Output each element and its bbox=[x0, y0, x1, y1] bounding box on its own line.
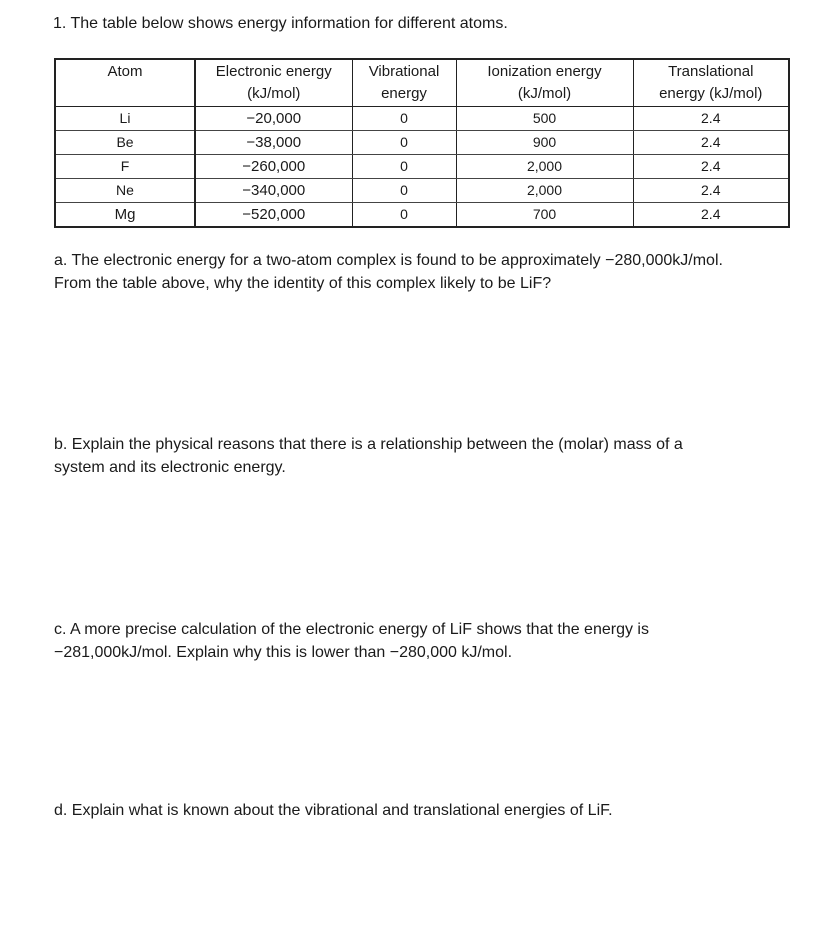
cell-translational-energy: 2.4 bbox=[633, 179, 789, 203]
cell-atom: Ne bbox=[55, 179, 195, 203]
table-row bbox=[55, 203, 789, 228]
cell-vibrational-energy: 0 bbox=[352, 179, 456, 203]
cell-ionization-energy: 2,000 bbox=[456, 155, 633, 179]
question-c-line2: −281,000kJ/mol. Explain why this is lower than −280,000 kJ/mol. bbox=[54, 644, 513, 661]
cell-ionization-energy: 900 bbox=[456, 131, 633, 155]
question-c-line1: c. A more precise calculation of the electronic energy of LiF shows that the energy is bbox=[54, 621, 649, 638]
header-translational-line2: energy (kJ/mol) bbox=[659, 85, 763, 102]
question-b bbox=[54, 433, 804, 479]
header-translational-line1: Translational bbox=[668, 63, 754, 80]
cell-translational-energy: 2.4 bbox=[633, 107, 789, 131]
header-electronic-energy bbox=[195, 59, 352, 107]
question-a-line2: From the table above, why the identity of this complex likely to be LiF? bbox=[54, 275, 552, 292]
header-atom-line1: Atom bbox=[107, 63, 143, 80]
energy-table bbox=[54, 58, 790, 228]
problem-intro: 1. The table below shows energy information for different atoms. bbox=[53, 15, 508, 32]
cell-translational-energy: 2.4 bbox=[633, 131, 789, 155]
cell-vibrational-energy: 0 bbox=[352, 107, 456, 131]
question-b-line2: system and its electronic energy. bbox=[54, 459, 286, 476]
header-ionization-line2: (kJ/mol) bbox=[517, 85, 572, 102]
cell-translational-energy: 2.4 bbox=[633, 155, 789, 179]
cell-atom: Be bbox=[55, 131, 195, 155]
header-vibrational-line1: Vibrational bbox=[368, 63, 440, 80]
cell-atom: F bbox=[55, 155, 195, 179]
question-d-line1: d. Explain what is known about the vibrational and translational energies of LiF. bbox=[54, 802, 613, 819]
cell-ionization-energy: 500 bbox=[456, 107, 633, 131]
header-electronic-line1: Electronic energy bbox=[215, 63, 332, 80]
table-row bbox=[55, 107, 789, 131]
header-electronic-line2: (kJ/mol) bbox=[247, 85, 301, 102]
table-row bbox=[55, 131, 789, 155]
header-vibrational-energy bbox=[352, 59, 456, 107]
header-vibrational-line2: energy bbox=[381, 85, 427, 102]
cell-electronic-energy: −20,000 bbox=[195, 107, 352, 131]
question-d bbox=[54, 799, 804, 822]
cell-electronic-energy: −340,000 bbox=[195, 179, 352, 203]
cell-vibrational-energy: 0 bbox=[352, 131, 456, 155]
question-b-line1: b. Explain the physical reasons that there is a relationship between the (molar) mass of a bbox=[54, 436, 683, 453]
table-header-row bbox=[55, 59, 789, 107]
cell-ionization-energy: 2,000 bbox=[456, 179, 633, 203]
question-a-line1: a. The electronic energy for a two-atom complex is found to be approximately −280,000kJ/mol. bbox=[54, 252, 723, 269]
table-row bbox=[55, 179, 789, 203]
cell-ionization-energy: 700 bbox=[456, 203, 633, 228]
cell-atom: Mg bbox=[55, 203, 195, 228]
cell-electronic-energy: −38,000 bbox=[195, 131, 352, 155]
header-ionization-energy bbox=[456, 59, 633, 107]
cell-vibrational-energy: 0 bbox=[352, 203, 456, 228]
question-c bbox=[54, 618, 804, 664]
header-translational-energy bbox=[633, 59, 789, 107]
cell-translational-energy: 2.4 bbox=[633, 203, 789, 228]
question-a bbox=[54, 249, 804, 295]
header-atom bbox=[55, 59, 195, 107]
header-ionization-line1: Ionization energy bbox=[487, 63, 602, 80]
cell-atom: Li bbox=[55, 107, 195, 131]
cell-electronic-energy: −520,000 bbox=[195, 203, 352, 228]
cell-electronic-energy: −260,000 bbox=[195, 155, 352, 179]
cell-vibrational-energy: 0 bbox=[352, 155, 456, 179]
table-row bbox=[55, 155, 789, 179]
